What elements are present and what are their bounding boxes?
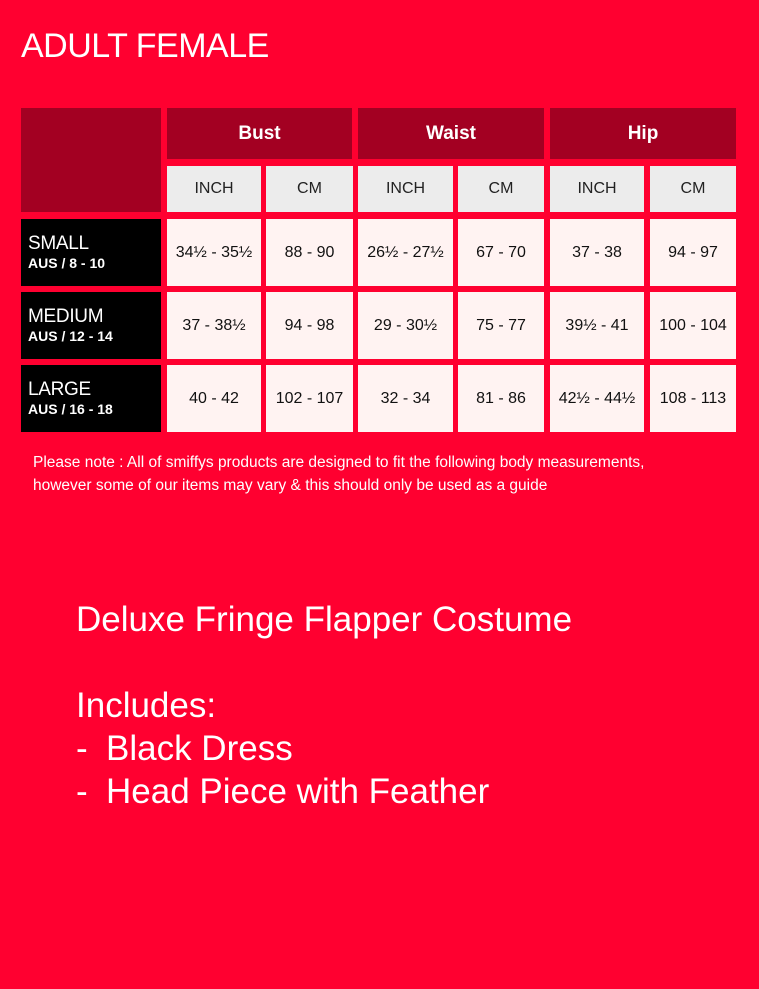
list-item-text: Black Dress (106, 729, 293, 768)
size-name: LARGE (28, 379, 91, 400)
size-label-medium (21, 292, 161, 359)
unit-header-hip-inch: INCH (550, 166, 644, 212)
list-item-text: Head Piece with Feather (106, 772, 490, 811)
group-header-hip: Hip (550, 108, 736, 159)
table-cell: 88 - 90 (266, 219, 353, 286)
sizing-note-line: however some of our items may vary & this should only be used as a guide (33, 477, 548, 494)
page-title: ADULT FEMALE (21, 27, 269, 65)
table-cell: 102 - 107 (266, 365, 353, 432)
includes-label: Includes: (76, 686, 217, 725)
size-name: SMALL (28, 233, 89, 254)
unit-header-waist-inch: INCH (358, 166, 453, 212)
product-name: Deluxe Fringe Flapper Costume (76, 600, 573, 639)
unit-header-bust-inch: INCH (167, 166, 261, 212)
list-dash: - (76, 772, 88, 811)
unit-header-waist-cm: CM (458, 166, 544, 212)
table-cell: 81 - 86 (458, 365, 544, 432)
group-header-waist: Waist (358, 108, 544, 159)
table-cell: 40 - 42 (167, 365, 261, 432)
table-cell: 67 - 70 (458, 219, 544, 286)
table-cell: 34½ - 35½ (167, 219, 261, 286)
table-cell: 37 - 38 (550, 219, 644, 286)
table-cell: 37 - 38½ (167, 292, 261, 359)
size-aus: AUS / 12 - 14 (28, 328, 113, 344)
table-cell: 108 - 113 (650, 365, 736, 432)
table-cell: 26½ - 27½ (358, 219, 453, 286)
unit-header-bust-cm: CM (266, 166, 353, 212)
size-name: MEDIUM (28, 306, 104, 327)
table-cell: 42½ - 44½ (550, 365, 644, 432)
table-cell: 39½ - 41 (550, 292, 644, 359)
table-cell: 100 - 104 (650, 292, 736, 359)
product-description (76, 598, 572, 813)
table-cell: 29 - 30½ (358, 292, 453, 359)
size-aus: AUS / 8 - 10 (28, 255, 106, 271)
list-item (76, 727, 572, 770)
table-cell: 94 - 97 (650, 219, 736, 286)
size-label-large (21, 365, 161, 432)
size-aus: AUS / 16 - 18 (28, 401, 113, 417)
sizing-note (33, 451, 733, 497)
list-dash: - (76, 729, 88, 768)
group-header-bust: Bust (167, 108, 352, 159)
table-cell: 32 - 34 (358, 365, 453, 432)
table-corner (21, 108, 161, 212)
size-label-small (21, 219, 161, 286)
unit-header-hip-cm: CM (650, 166, 736, 212)
sizing-note-line: Please note : All of smiffys products are designed to fit the following body measurements, (33, 454, 645, 471)
table-cell: 94 - 98 (266, 292, 353, 359)
list-item (76, 770, 572, 813)
table-cell: 75 - 77 (458, 292, 544, 359)
